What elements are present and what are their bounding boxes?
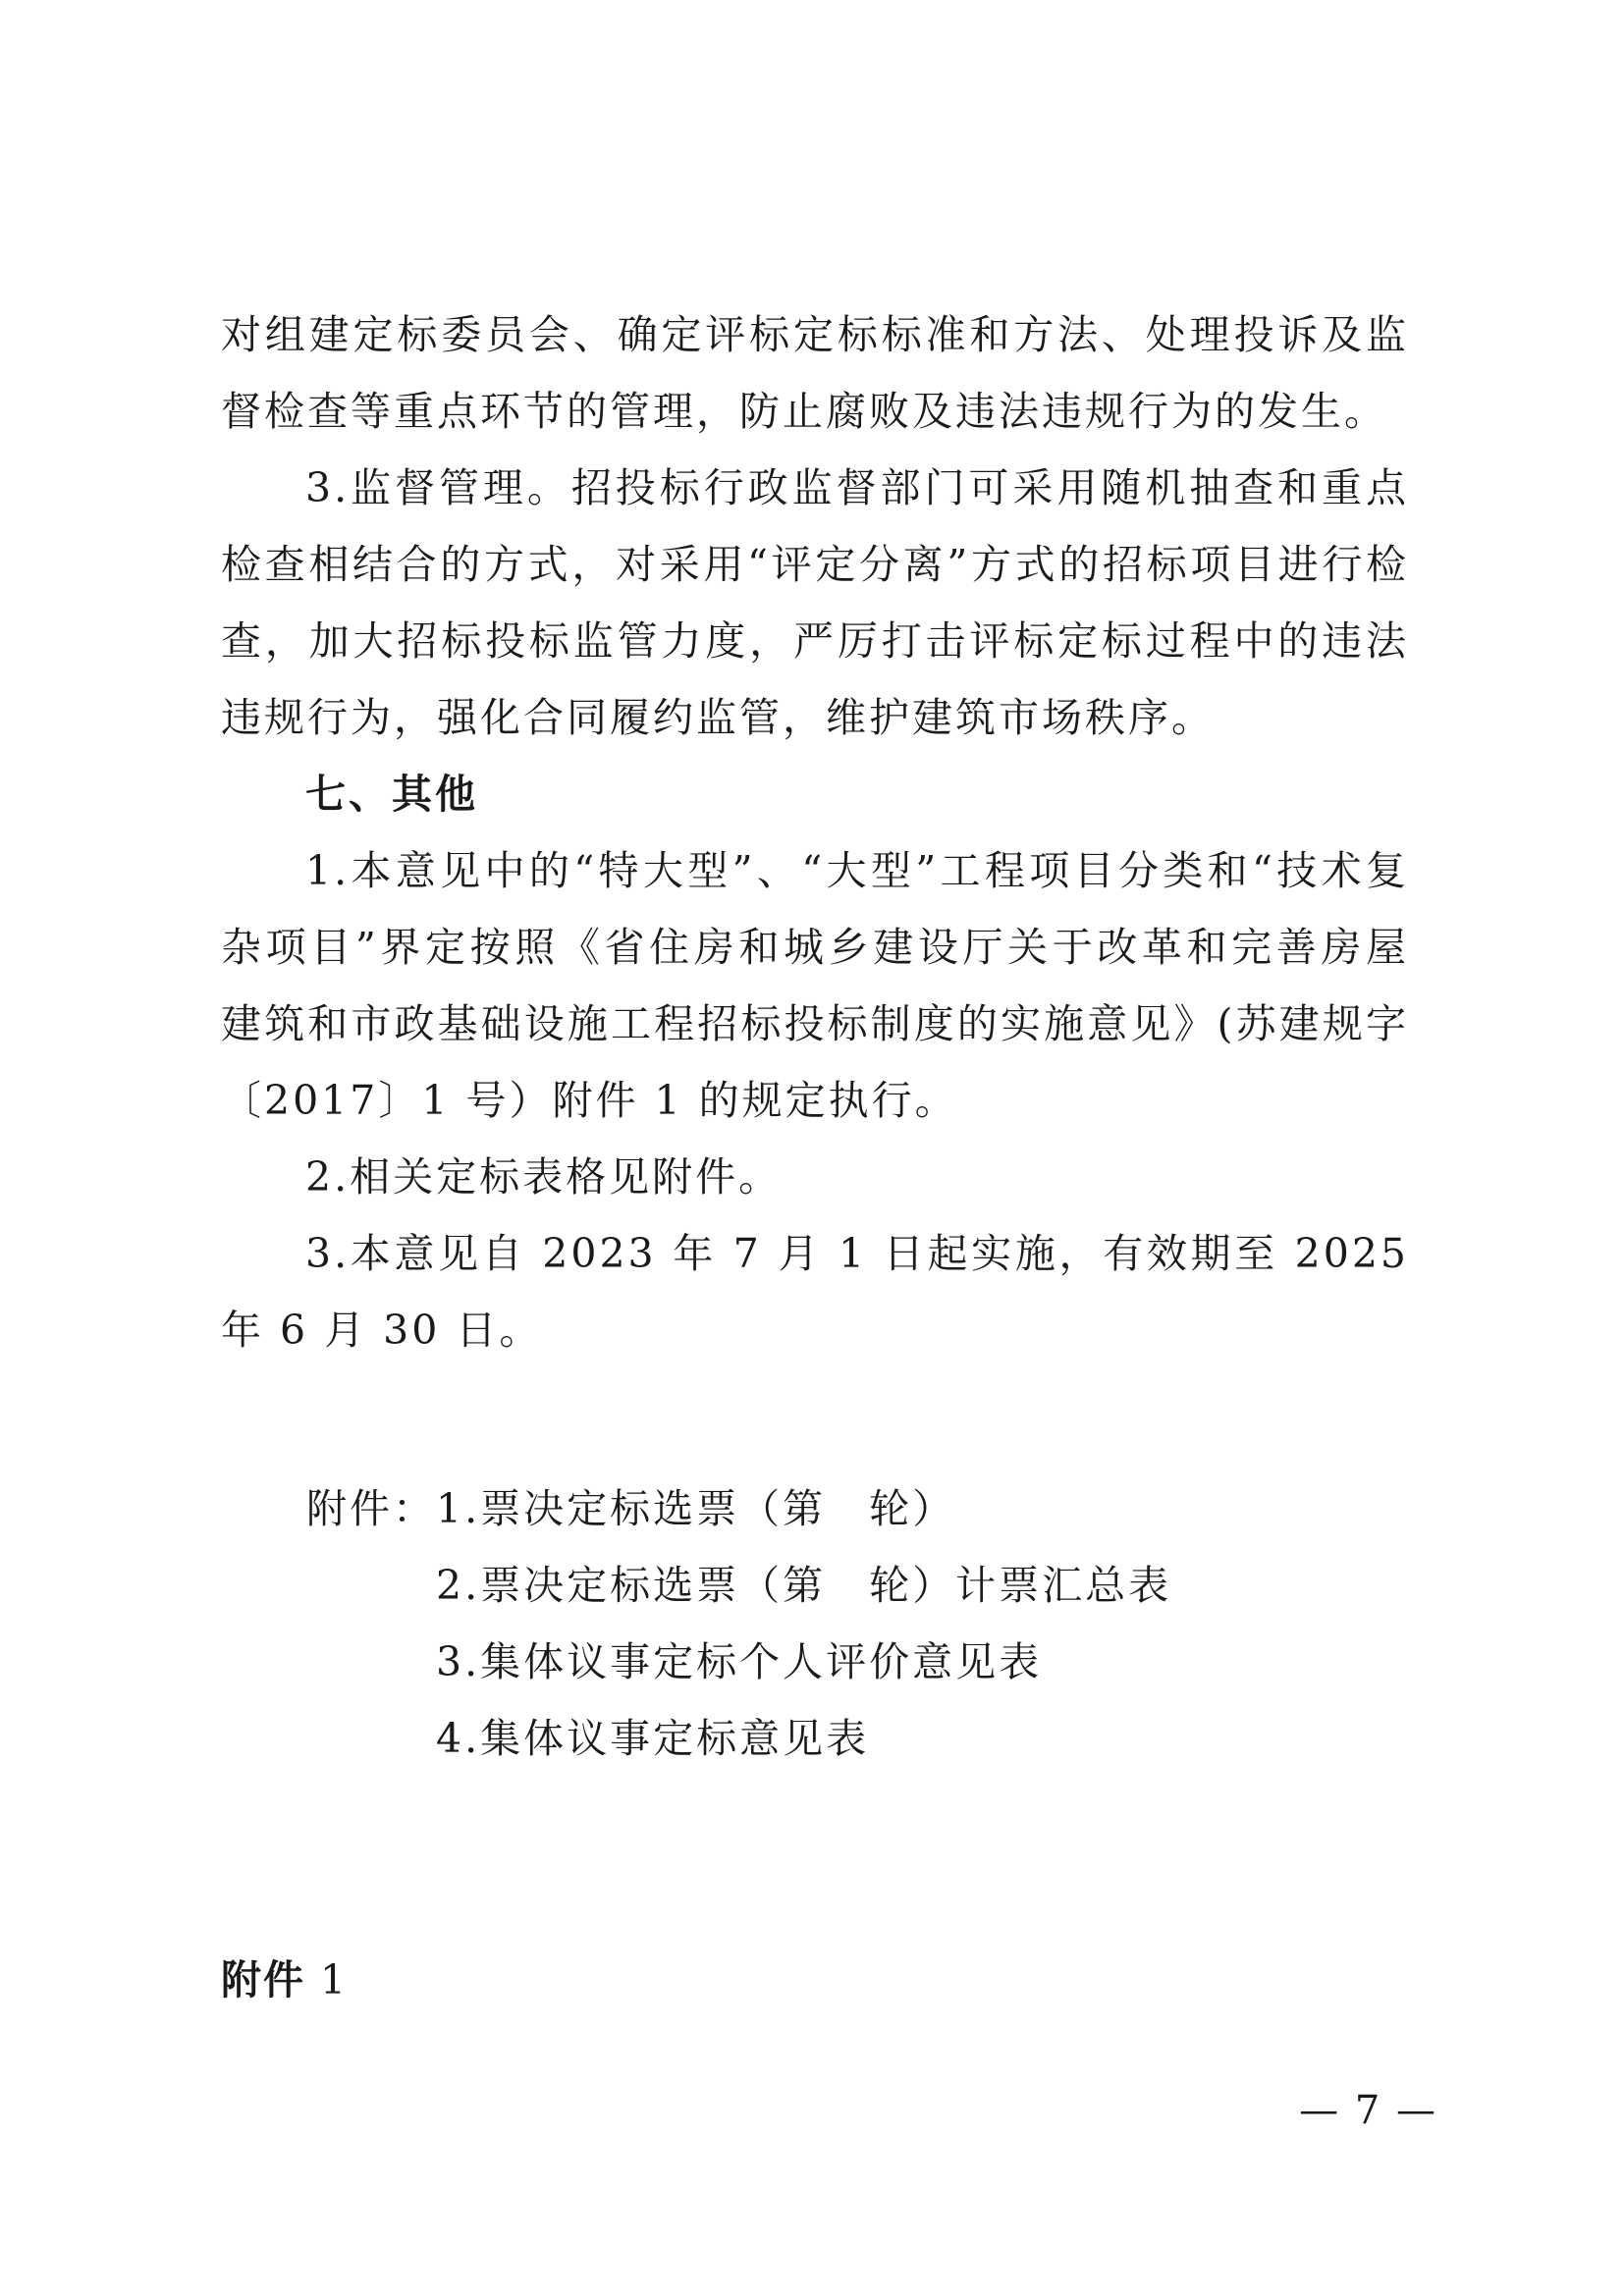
paragraph-supervision: 3.监督管理。招投标行政监督部门可采用随机抽查和重点检查相结合的方式，对采用“评定分离”方式的招标项目进行检查，加大招标投标监管力度，严厉打击评标定标过程中的违法违规行为，强化合同履约监管，维护建筑市场秩序。 — [221, 464, 1409, 741]
appendix-label-text: 附件 — [221, 1956, 305, 2003]
attachment-item-2: 2.票决定标选票（第 轮）计票汇总表 — [436, 1562, 1172, 1609]
attachment-item-1: 1.票决定标选票（第 轮） — [436, 1485, 956, 1532]
attachment-item-4: 4.集体议事定标意见表 — [436, 1715, 870, 1762]
paragraph-classification: 1.本意见中的“特大型”、“大型”工程项目分类和“技术复杂项目”界定按照《省住房和城乡建设厅关于改革和完善房屋建筑和市政基础设施工程招标投标制度的实施意见》(苏建规字〔2017〕1 号）附件 1 的规定执行。 — [221, 847, 1409, 1124]
section-heading-other: 七、其他 — [305, 771, 478, 818]
body-text — [221, 296, 1409, 1368]
attachment-item-3: 3.集体议事定标个人评价意见表 — [436, 1638, 1043, 1685]
appendix-heading — [221, 1942, 348, 2018]
paragraph-continuation: 对组建定标委员会、确定评标定标标准和方法、处理投诉及监督检查等重点环节的管理，防止腐败及违法违规行为的发生。 — [221, 311, 1409, 435]
attachments-label: 附件： — [306, 1485, 436, 1532]
paragraph-forms: 2.相关定标表格见附件。 — [305, 1153, 783, 1201]
attachment-row — [306, 1547, 1171, 1624]
page-number: — 7 — — [1299, 2088, 1437, 2133]
attachment-row — [306, 1470, 1171, 1547]
attachment-row — [306, 1624, 1171, 1700]
attachment-row — [306, 1700, 1171, 1777]
paragraph-effective-date: 3.本意见自 2023 年 7 月 1 日起实施，有效期至 2025 年 6 月 30 日。 — [221, 1230, 1409, 1354]
appendix-label-number: 1 — [320, 1956, 349, 2003]
attachments-list — [306, 1470, 1171, 1777]
